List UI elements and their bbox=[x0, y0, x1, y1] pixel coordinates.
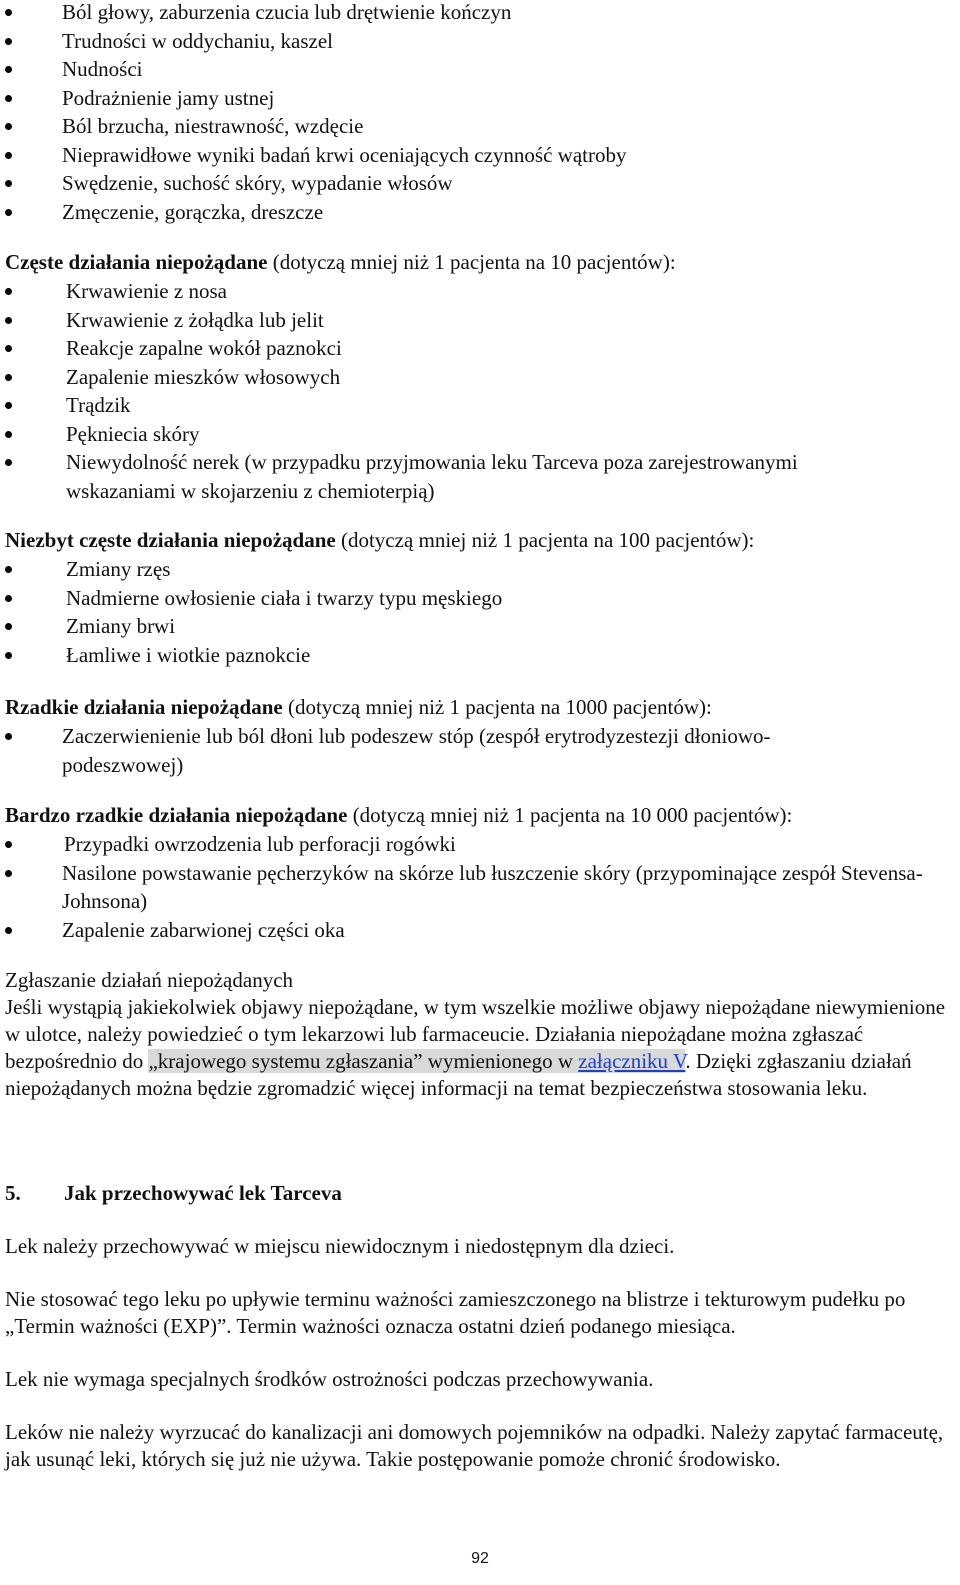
storage-paragraph-4: Leków nie należy wyrzucać do kanalizacji ani domowych pojemników na odpadki. Należy zapytać farmaceutę, jak usunąć leki, których się już nie używa. Takie postępowanie pomoże chronić środowisko. bbox=[5, 1420, 944, 1471]
reporting-title: Zgłaszanie działań niepożądanych bbox=[5, 968, 294, 992]
list-item: Nieprawidłowe wyniki badań krwi oceniających czynność wątroby bbox=[0, 141, 940, 170]
list-item: Podrażnienie jamy ustnej bbox=[0, 84, 940, 113]
list-item: Ból brzucha, niestrawność, wzdęcie bbox=[0, 112, 940, 141]
list-item: Zaczerwienienie lub ból dłoni lub podeszew stóp (zespół erytrodyzestezji dłoniowo-podeszwowej) bbox=[0, 722, 870, 779]
very-rare-heading-rest: (dotyczą mniej niż 1 pacjenta na 10 000 pacjentów): bbox=[347, 803, 793, 827]
storage-paragraph-3: Lek nie wymaga specjalnych środków ostrożności podczas przechowywania. bbox=[5, 1367, 654, 1391]
list-item: Zapalenie mieszków włosowych bbox=[0, 363, 900, 392]
storage-paragraph-2: Nie stosować tego leku po upływie terminu ważności zamieszczonego na blistrze i tekturowym pudełku po „Termin ważności (EXP)”. Termin ważności oznacza ostatni dzień podanego miesiąca. bbox=[5, 1287, 906, 1338]
common-heading bbox=[0, 248, 945, 277]
rare-heading bbox=[0, 693, 945, 722]
very-rare-heading-bold: Bardzo rzadkie działania niepożądane bbox=[5, 803, 348, 827]
rare-list bbox=[0, 722, 870, 779]
very-rare-heading bbox=[0, 801, 945, 830]
list-item: Zmiany brwi bbox=[0, 612, 900, 641]
list-item: Zmęczenie, gorączka, dreszcze bbox=[0, 198, 940, 227]
uncommon-heading-rest: (dotyczą mniej niż 1 pacjenta na 100 pacjentów): bbox=[335, 528, 755, 552]
list-item: Swędzenie, suchość skóry, wypadanie włosów bbox=[0, 169, 940, 198]
list-item: Przypadki owrzodzenia lub perforacji rogówki bbox=[0, 830, 935, 859]
annex-v-link[interactable]: załączniku V bbox=[578, 1049, 686, 1073]
section-title-text: Jak przechowywać lek Tarceva bbox=[64, 1181, 342, 1205]
list-item: Krwawienie z żołądka lub jelit bbox=[0, 306, 900, 335]
list-item: Zmiany rzęs bbox=[0, 555, 900, 584]
reporting-highlight-text: „krajowego systemu zgłaszania” wymienionego w bbox=[148, 1049, 579, 1073]
side-effects-list-top bbox=[0, 0, 940, 226]
uncommon-heading bbox=[0, 526, 945, 555]
list-item: Nadmierne owłosienie ciała i twarzy typu męskiego bbox=[0, 584, 900, 613]
common-heading-rest: (dotyczą mniej niż 1 pacjenta na 10 pacjentów): bbox=[267, 250, 676, 274]
list-item: Łamliwe i wiotkie paznokcie bbox=[0, 641, 900, 670]
common-list bbox=[0, 277, 900, 505]
storage-paragraph-1: Lek należy przechowywać w miejscu niewidocznym i niedostępnym dla dzieci. bbox=[5, 1234, 675, 1258]
reporting-text-2: . Dzięki zgłaszaniu działań niepożądanych można będzie zgromadzić więcej informacji na temat bezpieczeństwa stosowania leku. bbox=[5, 1049, 912, 1100]
reporting-text-1: Jeśli wystąpią jakiekolwiek objawy niepożądane, w tym wszelkie możliwe objawy niepożądane niewymienione w ulotce, należy powiedzieć o tym lekarzowi lub farmaceucie. Działania niepożądane można zgłaszać bezpośrednio do bbox=[5, 995, 946, 1073]
rare-heading-bold: Rzadkie działania niepożądane bbox=[5, 695, 283, 719]
list-item: Reakcje zapalne wokół paznokci bbox=[0, 334, 900, 363]
uncommon-heading-bold: Niezbyt częste działania niepożądane bbox=[5, 528, 336, 552]
list-item: Trądzik bbox=[0, 391, 900, 420]
list-item: Ból głowy, zaburzenia czucia lub drętwienie kończyn bbox=[0, 0, 940, 27]
common-heading-bold: Częste działania niepożądane bbox=[5, 250, 268, 274]
section-number: 5. bbox=[5, 1181, 21, 1205]
rare-heading-rest: (dotyczą mniej niż 1 pacjenta na 1000 pacjentów): bbox=[282, 695, 712, 719]
list-item: Nudności bbox=[0, 55, 940, 84]
list-item: Trudności w oddychaniu, kaszel bbox=[0, 27, 940, 56]
list-item: Zapalenie zabarwionej części oka bbox=[0, 916, 935, 945]
reporting-paragraph bbox=[0, 994, 958, 1102]
list-item: Niewydolność nerek (w przypadku przyjmowania leku Tarceva poza zarejestrowanymi wskazaniami w skojarzeniu z chemioterpią) bbox=[0, 448, 900, 505]
page-number: 92 bbox=[471, 1550, 489, 1567]
list-item: Nasilone powstawanie pęcherzyków na skórze lub łuszczenie skóry (przypominające zespół Stevensa-Johnsona) bbox=[0, 859, 935, 916]
uncommon-list bbox=[0, 555, 900, 669]
reporting-highlight bbox=[148, 1049, 685, 1073]
list-item: Krwawienie z nosa bbox=[0, 277, 900, 306]
section-5-title bbox=[0, 1179, 945, 1207]
list-item: Pękniecia skóry bbox=[0, 420, 900, 449]
very-rare-list bbox=[0, 830, 935, 944]
